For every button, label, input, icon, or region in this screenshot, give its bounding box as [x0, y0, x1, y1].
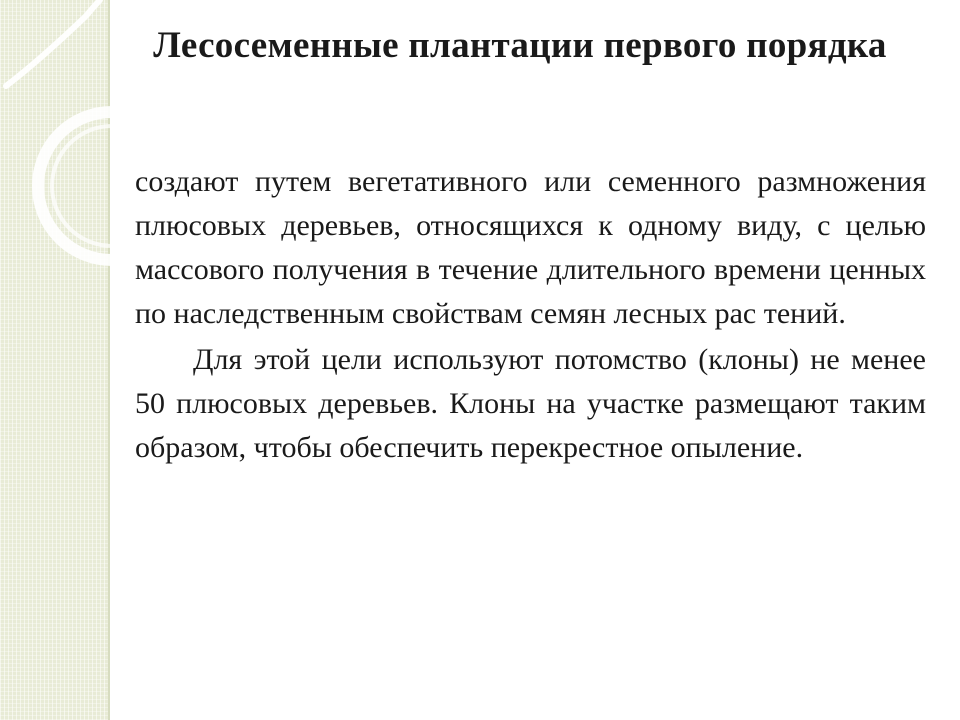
- decorative-ring-inner: [52, 126, 140, 246]
- slide-title: Лесосеменные плантации первого порядка: [153, 25, 887, 66]
- decorative-ring-top: [6, 0, 100, 86]
- body-paragraph: Для этой цели используют потомство (клоны) не менее 50 плюсовых деревьев. Клоны на участке размещают таким образом, чтобы обеспечить перекрестное опыление.: [135, 343, 926, 464]
- body-paragraph: создают путем вегетативного или семенного размножения плюсовых деревьев, относящихся к одному виду, с целью массового получения в течение длительного времени ценных по наследственным свойствам семян лесных рас тений.: [135, 165, 926, 330]
- decorative-rings: [0, 0, 140, 330]
- slide-body: [135, 160, 926, 470]
